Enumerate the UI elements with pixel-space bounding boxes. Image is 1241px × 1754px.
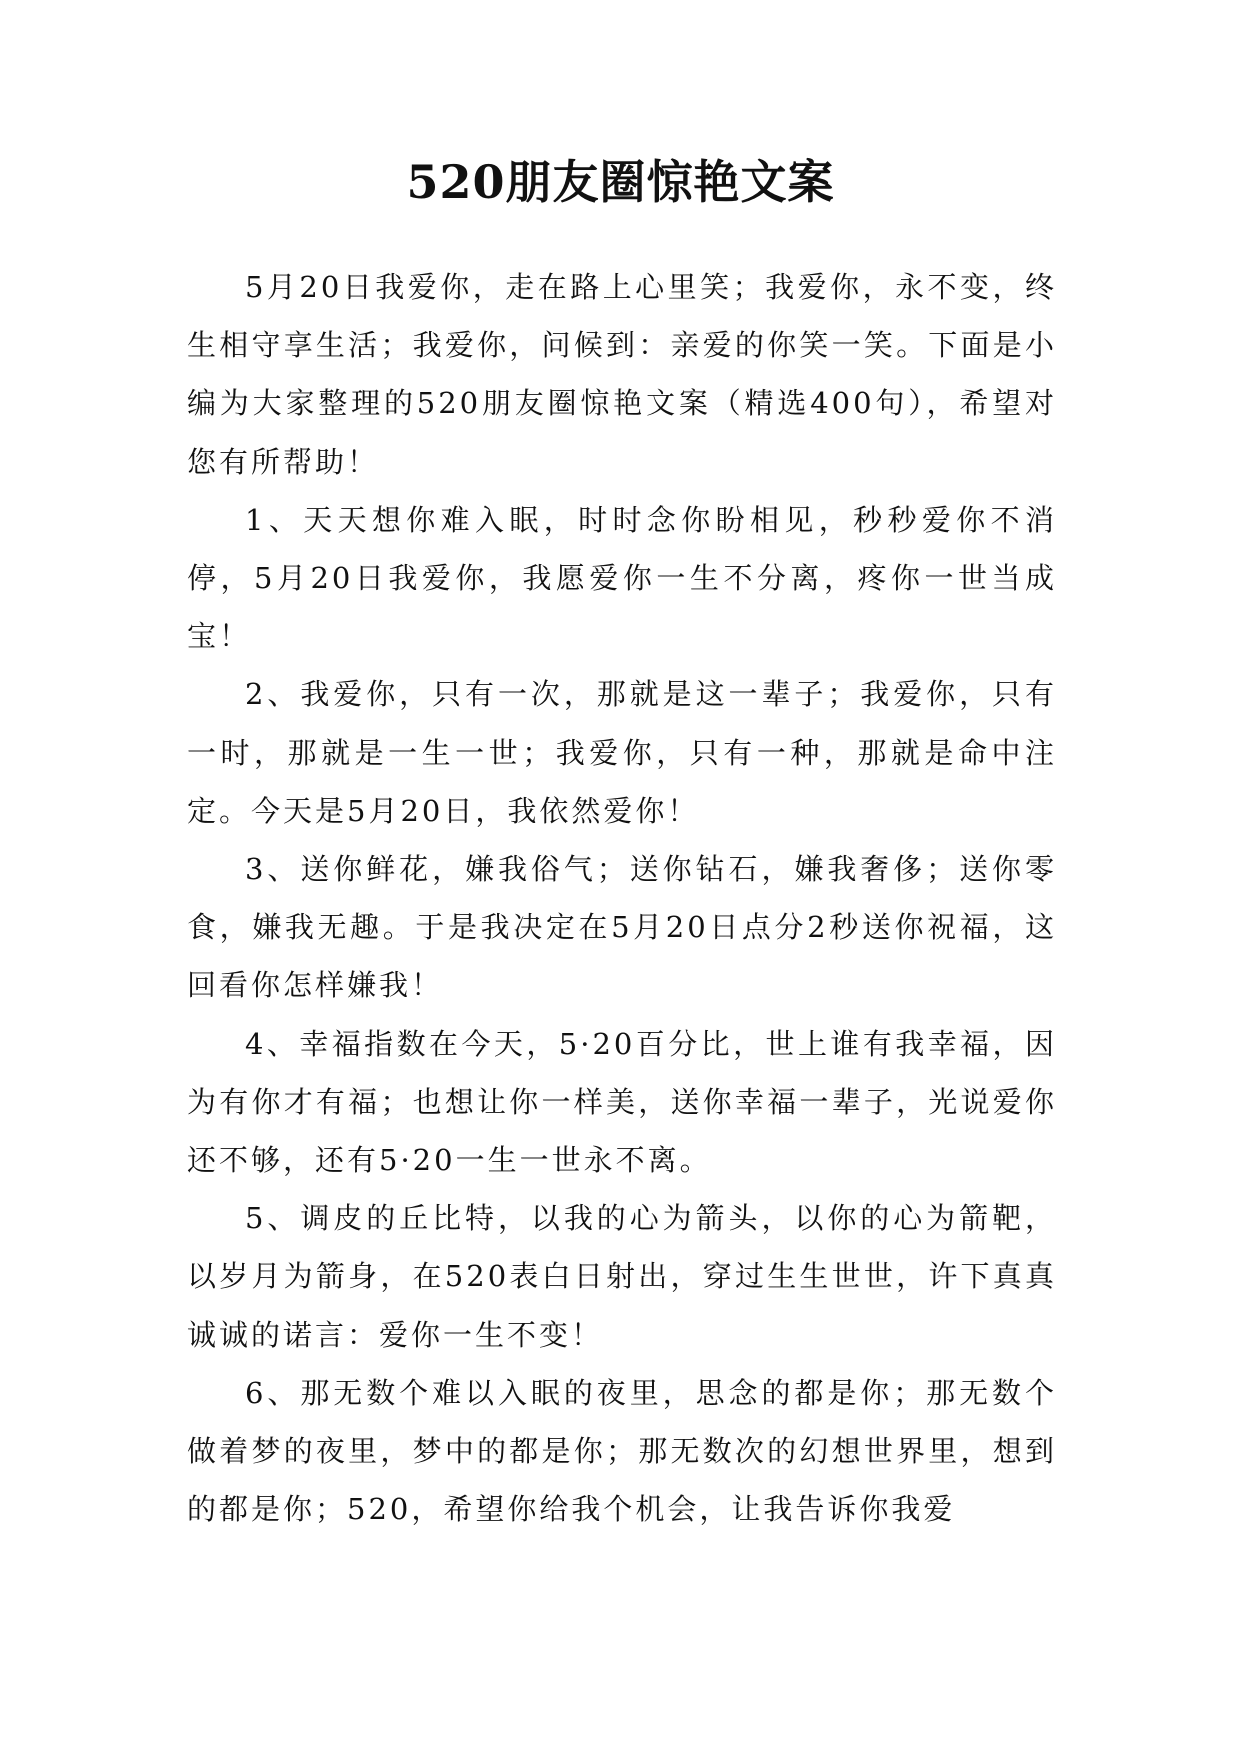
list-item: 4、幸福指数在今天，5·20百分比，世上谁有我幸福，因为有你才有福；也想让你一样美，送你幸福一辈子，光说爱你还不够，还有5·20一生一世永不离。 bbox=[187, 1026, 1057, 1178]
list-item: 5、调皮的丘比特，以我的心为箭头，以你的心为箭靶，以岁月为箭身，在520表白日射出，穿过生生世世，许下真真诚诚的诺言：爱你一生不变！ bbox=[187, 1201, 1057, 1352]
list-item: 3、送你鲜花，嫌我俗气；送你钻石，嫌我奢侈；送你零食，嫌我无趣。于是我决定在5月20日点分2秒送你祝福，这回看你怎样嫌我！ bbox=[187, 852, 1057, 1003]
intro-paragraph: 5月20日我爱你，走在路上心里笑；我爱你，永不变，终生相守享生活；我爱你，问候到：亲爱的你笑一笑。下面是小编为大家整理的520朋友圈惊艳文案（精选400句），希望对您有所帮助！ bbox=[187, 270, 1057, 479]
list-item: 2、我爱你，只有一次，那就是这一辈子；我爱你，只有一时，那就是一生一世；我爱你，只有一种，那就是命中注定。今天是5月20日，我依然爱你！ bbox=[187, 677, 1057, 828]
list-item: 1、天天想你难入眠，时时念你盼相见，秒秒爱你不消停，5月20日我爱你，我愿爱你一生不分离，疼你一世当成宝！ bbox=[187, 502, 1057, 654]
list-item: 6、那无数个难以入眠的夜里，思念的都是你；那无数个做着梦的夜里，梦中的都是你；那无数次的幻想世界里，想到的都是你；520，希望你给我个机会，让我告诉你我爱 bbox=[187, 1375, 1057, 1527]
document-body bbox=[187, 258, 1057, 1538]
document-title: 520朋友圈惊艳文案 bbox=[406, 155, 835, 209]
